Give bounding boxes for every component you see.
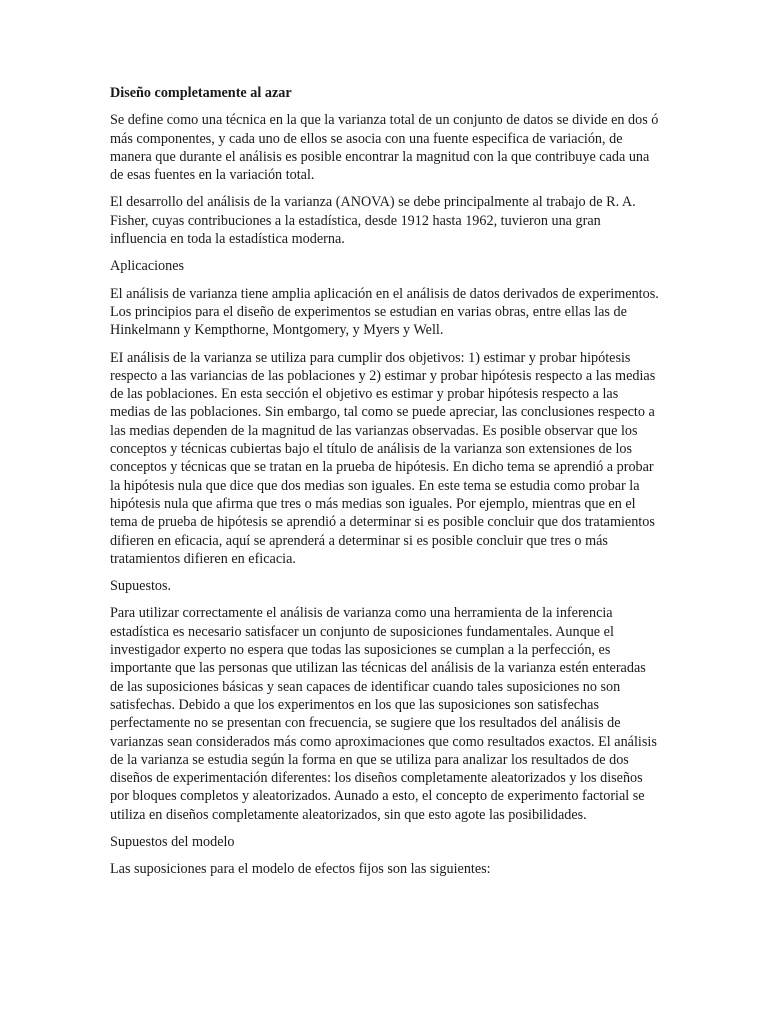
document-title: Diseño completamente al azar: [110, 85, 292, 101]
paragraph-applications: El análisis de varianza tiene amplia aplicación en el análisis de datos derivados de experimentos. Los principios para el diseño de experimentos se estudian en varias obras, entre ellas las de Hinkelmann y Kempthorne, Montgomery, y Myers y Well.: [110, 285, 659, 339]
paragraph-definition: Se define como una técnica en la que la varianza total de un conjunto de datos se divide en dos ó más componentes, y cada uno de ellos se asocia con una fuente especifica de variación, de manera que durante el análisis es posible encontrar la magnitud con la que contribuye cada una de esas fuentes en la variación total.: [110, 112, 659, 184]
paragraph-objectives: EI análisis de la varianza se utiliza para cumplir dos objetivos: 1) estimar y probar hipótesis respecto a las variancias de las poblaciones y 2) estimar y probar hipótesis respecto a las medias de las poblaciones. En esta sección el objetivo es estimar y probar hipótesis respecto a las medias de las poblaciones. Sin embargo, tal como se puede apreciar, las conclusiones respecto a las medias dependen de la magnitud de las varianzas observadas. Es posible observar que los conceptos y técnicas cubiertas bajo el título de análisis de la varianza son extensiones de los conceptos y técnicas que se tratan en la prueba de hipótesis. En dicho tema se aprendió a probar la hipótesis nula que dice que dos medias son iguales. En este tema se estudia como probar la hipótesis nula que afirma que tres o más medias son iguales. Por ejemplo, mientras que en el tema de prueba de hipótesis se aprendió a determinar si es posible concluir que dos tratamientos difieren en eficacia, aquí se aprenderá a determinar si es posible concluir que tres o más tratamientos difieren en eficacia.: [110, 349, 656, 567]
paragraph-model-assumptions: Las suposiciones para el modelo de efectos fijos son las siguientes:: [110, 861, 491, 878]
document-page: [110, 84, 660, 888]
section-heading-aplicaciones: Aplicaciones: [110, 258, 185, 275]
paragraph-assumptions: Para utilizar correctamente el análisis de varianza como una herramienta de la inferencia estadística es necesario satisfacer un conjunto de suposiciones fundamentales. Aunque el investigador experto no espera que todas las suposiciones se cumplan a la perfección, es importante que las personas que utilizan las técnicas del análisis de la varianza estén enteradas de las suposiciones básicas y sean capaces de identificar cuando tales suposiciones no son satisfechas. Debido a que los experimentos en los que las suposiciones son satisfechas perfectamente no se presentan con frecuencia, se sugiere que los resultados del análisis de varianzas sean considerados más como aproximaciones que como resultados exactos. El análisis de la varianza se estudia según la forma en que se utiliza para analizar los resultados de dos diseños de experimentación diferentes: los diseños completamente aleatorizados y los diseños por bloques completos y aleatorizados. Aunado a esto, el concepto de experimento factorial se utiliza en diseños completamente aleatorizados, sin que esto agote las posibilidades.: [110, 605, 657, 823]
paragraph-anova-history: El desarrollo del análisis de la varianza (ANOVA) se debe principalmente al trabajo de R. A. Fisher, cuyas contribuciones a la estadística, desde 1912 hasta 1962, tuvieron una gran influencia en toda la estadística moderna.: [110, 194, 636, 248]
section-heading-supuestos: Supuestos.: [110, 578, 172, 595]
section-heading-supuestos-modelo: Supuestos del modelo: [110, 833, 235, 850]
